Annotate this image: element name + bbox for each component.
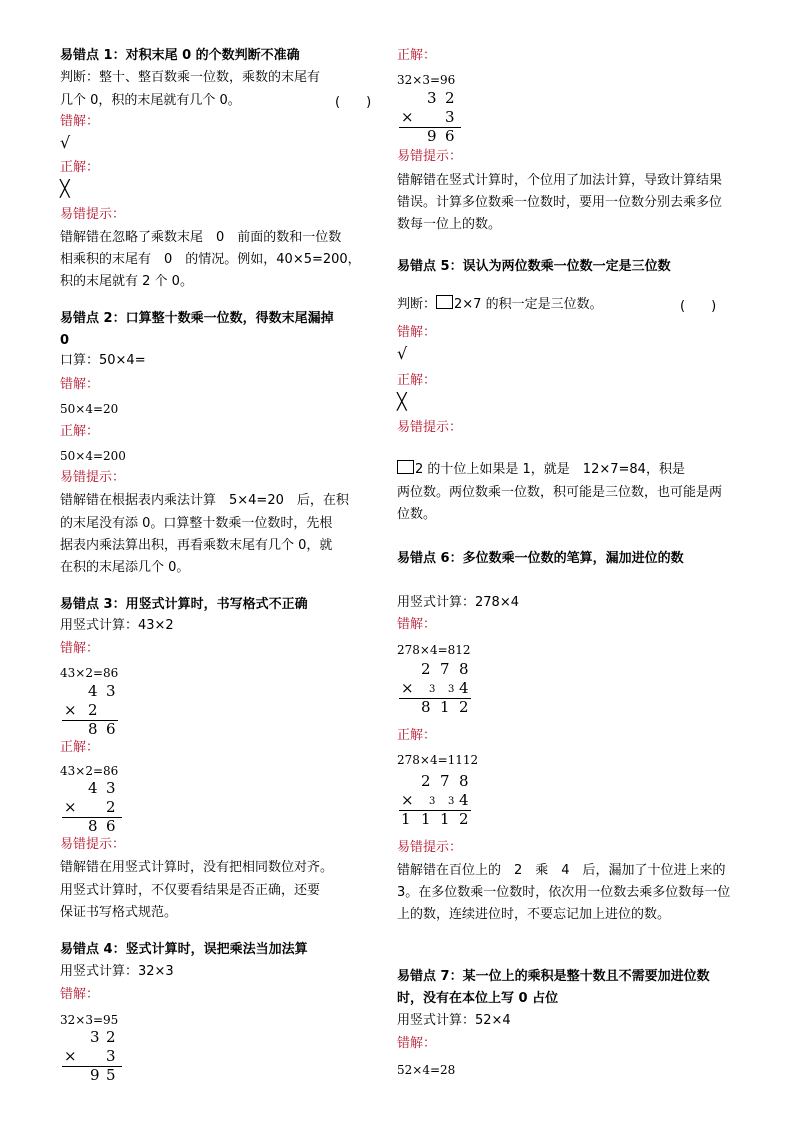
times-sign: × xyxy=(64,701,77,719)
point3-tip-label: 易错提示： xyxy=(60,837,126,852)
digit: 1 xyxy=(401,810,411,828)
times-sign: × xyxy=(401,108,414,126)
point2-tip-line1: 错解错在根据表内乘法计算 5×4=20 后，在积 xyxy=(60,493,349,508)
point1-right-label: 正解： xyxy=(60,160,100,175)
point1-title: 易错点 1：对积末尾 0 的个数判断不准确 xyxy=(60,48,300,63)
point6-title: 易错点 6：多位数乘一位数的笔算，漏加进位的数 xyxy=(397,551,684,566)
point2-title-line1: 易错点 2：口算整十数乘一位数，得数末尾漏掉 xyxy=(60,311,334,326)
point4-right-equation: 32×3=96 xyxy=(397,73,456,87)
digit: 3 xyxy=(90,1028,100,1046)
point3-right-label: 正解： xyxy=(60,740,100,755)
point4-wrong-vertical-calc xyxy=(60,1028,150,1083)
point5-title: 易错点 5：误认为两位数乘一位数一定是三位数 xyxy=(397,259,671,274)
point2-title-line2: 0 xyxy=(60,333,70,348)
point6-right-vertical-calc xyxy=(397,772,487,829)
digit: 8 xyxy=(421,698,431,716)
digit: 8 xyxy=(459,772,469,790)
digit: 1 xyxy=(440,810,450,828)
point2-right-equation: 50×4=200 xyxy=(60,449,126,463)
digit: 2 xyxy=(445,89,455,107)
point5-right-label: 正解： xyxy=(397,373,437,388)
point7-question: 用竖式计算：52×4 xyxy=(397,1013,511,1028)
point5-question xyxy=(397,295,603,313)
digit: 9 xyxy=(427,127,437,145)
digit: 1 xyxy=(421,810,431,828)
point4-tip-label: 易错提示： xyxy=(397,149,463,164)
point3-wrong-equation: 43×2=86 xyxy=(60,666,119,680)
digit: 2 xyxy=(106,1028,116,1046)
digit: 2 xyxy=(459,810,469,828)
point5-check-mark: √ xyxy=(397,344,408,363)
digit: 5 xyxy=(106,1066,116,1084)
point1-tip-line1: 错解错在忽略了乘数末尾 0 前面的数和一位数 xyxy=(60,230,342,245)
point6-wrong-equation: 278×4=812 xyxy=(397,643,471,657)
point2-wrong-equation: 50×4=20 xyxy=(60,402,119,416)
point5-wrong-label: 错解： xyxy=(397,325,437,340)
point5-tip-label: 易错提示： xyxy=(397,420,463,435)
point3-tip-line1: 错解错在用竖式计算时，没有把相同数位对齐。 xyxy=(60,860,334,875)
digit: 3 xyxy=(427,89,437,107)
point4-tip-paragraph: 错解错在竖式计算时，个位用了加法计算，导致计算结果错误。计算多位数乘一位数时，要用一位数分别去乘多位数每一位上的数。 xyxy=(397,173,723,232)
point2-tip-line3: 据表内乘法算出积，再看乘数末尾有几个 0，就 xyxy=(60,538,333,553)
point6-tip-paragraph: 错解错在百位上的 2 乘 4 后，漏加了十位进上来的 3。在多位数乘一位数时，依次用一位数去乘多位数每一位上的数，连续进位时，不要忘记加上进位的数。 xyxy=(397,863,731,922)
digit: 4 xyxy=(459,679,469,697)
point5-tip-line1 xyxy=(397,460,685,478)
point3-title: 易错点 3：用竖式计算时，书写格式不正确 xyxy=(60,597,308,612)
point5-answer-paren: ( ) xyxy=(680,299,717,314)
times-sign: × xyxy=(64,798,77,816)
digit: 6 xyxy=(106,720,116,738)
point3-right-equation: 43×2=86 xyxy=(60,764,119,778)
digit: 2 xyxy=(421,660,431,678)
point1-wrong-label: 错解： xyxy=(60,114,100,129)
blank-box-icon xyxy=(436,295,453,309)
digit: 1 xyxy=(440,698,450,716)
point6-right-label: 正解： xyxy=(397,728,437,743)
digit: 8 xyxy=(459,660,469,678)
point1-check-mark: √ xyxy=(60,133,71,152)
point4-question: 用竖式计算：32×3 xyxy=(60,964,174,979)
point2-tip-line2: 的末尾没有添 0。口算整十数乘一位数时，先根 xyxy=(60,516,333,531)
point1-question-line1: 判断：整十、整百数乘一位数，乘数的末尾有 xyxy=(60,70,321,85)
digit: 3 xyxy=(106,779,116,797)
point3-tip-line2: 用竖式计算时，不仅要看结果是否正确，还要 xyxy=(60,883,321,898)
blank-box-icon xyxy=(397,460,414,474)
point6-wrong-vertical-calc xyxy=(397,660,487,717)
point1-answer-paren: ( ) xyxy=(335,95,372,110)
point7-wrong-label: 错解： xyxy=(397,1036,437,1051)
digit: 3 xyxy=(106,1047,116,1065)
point3-tip-line3: 保证书写格式规范。 xyxy=(60,905,178,920)
times-sign: × xyxy=(401,679,414,697)
point2-wrong-label: 错解： xyxy=(60,377,100,392)
times-sign: × xyxy=(401,791,414,809)
carry-digit: 3 xyxy=(448,684,455,695)
digit: 3 xyxy=(106,682,116,700)
point2-question: 口算：50×4= xyxy=(60,353,146,368)
carry-digit: 3 xyxy=(429,684,436,695)
point1-tip-line3: 积的末尾就有 2 个 0。 xyxy=(60,274,193,289)
digit: 8 xyxy=(88,720,98,738)
digit: 6 xyxy=(445,127,455,145)
point5-question-prefix: 判断： xyxy=(397,297,437,312)
point4-wrong-label: 错解： xyxy=(60,987,100,1002)
point3-right-vertical-calc xyxy=(60,779,150,836)
point1-cross-mark: ╳ xyxy=(60,179,70,198)
point3-wrong-vertical-calc xyxy=(60,682,150,739)
carry-digit: 3 xyxy=(448,796,455,807)
digit: 9 xyxy=(90,1066,100,1084)
digit: 7 xyxy=(440,660,450,678)
point7-title: 易错点 7：某一位上的乘积是整十数且不需要加进位数时，没有在本位上写 0 占位 xyxy=(397,969,710,1006)
digit: 4 xyxy=(459,791,469,809)
point4-wrong-equation: 32×3=95 xyxy=(60,1013,119,1027)
point2-tip-line4: 在积的末尾添几个 0。 xyxy=(60,560,190,575)
digit: 8 xyxy=(88,817,98,835)
point7-wrong-equation: 52×4=28 xyxy=(397,1063,456,1077)
point5-tip-rest: 两位数。两位数乘一位数，积可能是三位数，也可能是两位数。 xyxy=(397,485,723,522)
point4-right-label: 正解： xyxy=(397,48,437,63)
digit: 3 xyxy=(445,108,455,126)
point1-tip-label: 易错提示： xyxy=(60,207,126,222)
digit: 2 xyxy=(88,701,98,719)
point6-tip-label: 易错提示： xyxy=(397,840,463,855)
point5-question-body: 2×7 的积一定是三位数。 xyxy=(454,297,603,312)
digit: 4 xyxy=(88,779,98,797)
point5-cross-mark: ╳ xyxy=(397,392,407,411)
point1-question-line2: 几个 0，积的末尾就有几个 0。 xyxy=(60,93,241,108)
point4-title: 易错点 4：竖式计算时，误把乘法当加法算 xyxy=(60,942,308,957)
point5-tip-line1-text: 2 的十位上如果是 1，就是 12×7=84，积是 xyxy=(415,462,685,477)
point4-right-vertical-calc xyxy=(397,89,487,146)
point2-right-label: 正解： xyxy=(60,424,100,439)
point6-question: 用竖式计算：278×4 xyxy=(397,595,519,610)
digit: 4 xyxy=(88,682,98,700)
point6-wrong-label: 错解： xyxy=(397,617,437,632)
point3-question: 用竖式计算：43×2 xyxy=(60,618,174,633)
times-sign: × xyxy=(64,1047,77,1065)
digit: 2 xyxy=(421,772,431,790)
carry-digit: 3 xyxy=(429,796,436,807)
point1-tip-line2: 相乘积的末尾有 0 的情况。例如，40×5=200， xyxy=(60,252,361,267)
point3-wrong-label: 错解： xyxy=(60,641,100,656)
digit: 2 xyxy=(459,698,469,716)
digit: 2 xyxy=(106,798,116,816)
point6-right-equation: 278×4=1112 xyxy=(397,753,479,767)
digit: 7 xyxy=(440,772,450,790)
point2-tip-label: 易错提示： xyxy=(60,470,126,485)
digit: 6 xyxy=(106,817,116,835)
